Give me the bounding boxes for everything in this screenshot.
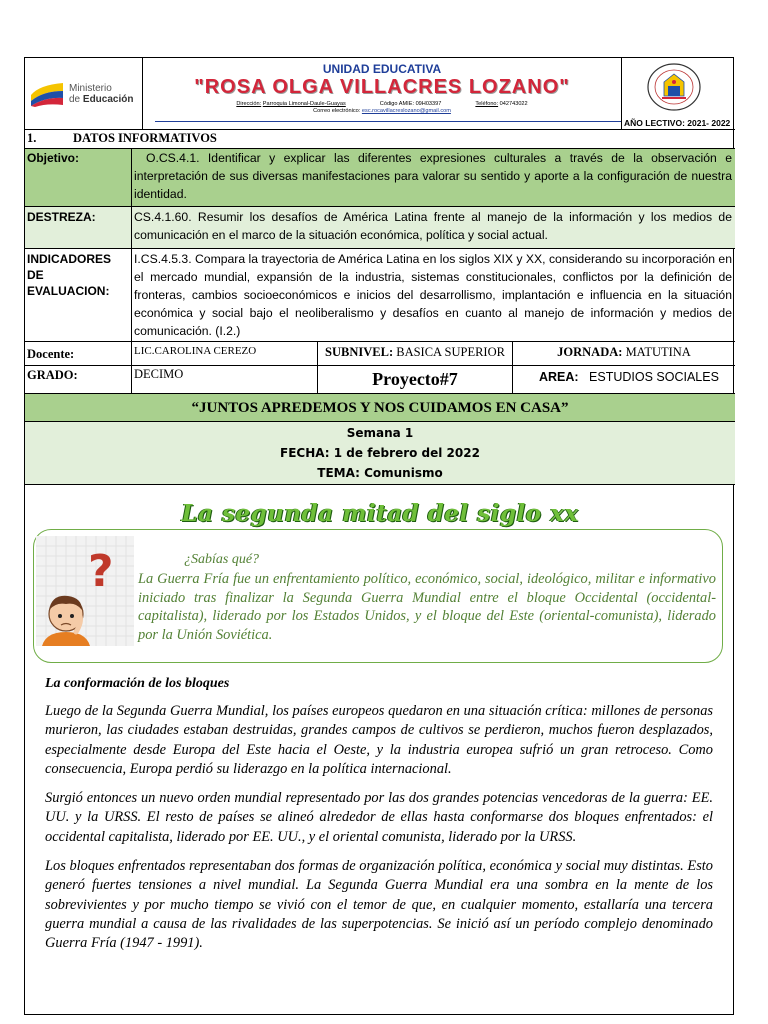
- did-you-know-title: ¿Sabías qué?: [184, 552, 260, 567]
- week-info-row: [25, 422, 735, 485]
- email-row: Correo electrónico: esc.rocavillacreslozano@gmail.com: [313, 108, 451, 114]
- paragraph-2: Surgió entonces un nuevo orden mundial representado por las dos grandes potencias vencedoras de la guerra: EE. UU. y la URSS. El resto de países se alineó alrededor de ellas hasta conformarse dos bloques enfrentados: el occidental capitalista, liderado por EE. UU., y el oriental comunista, liderado por la URSS.: [45, 790, 713, 845]
- objetivo-label: Objetivo:: [25, 149, 131, 206]
- date-label: FECHA: 1 de febrero del 2022: [280, 446, 480, 460]
- did-you-know-box: [33, 529, 723, 663]
- school-name: "ROSA OLGA VILLACRES LOZANO": [194, 76, 570, 98]
- school-seal-box: [621, 58, 735, 130]
- lesson-title: La segunda mitad del siglo xx: [181, 500, 579, 527]
- school-seal-icon: [646, 62, 702, 112]
- docente-value: LIC.CAROLINA CEREZO: [131, 342, 317, 365]
- week-info: [25, 422, 735, 483]
- week-label: Semana 1: [346, 426, 414, 440]
- school-year: AÑO LECTIVO: 2021- 2022: [624, 118, 731, 128]
- section-heading: La conformación de los bloques: [45, 676, 230, 691]
- grado-value: DECIMO: [131, 366, 317, 393]
- ministry-name: Ministerio de Educación: [69, 83, 134, 105]
- destreza-text: CS.4.1.60. Resumir los desafíos de América Latina frente al manejo de la información y los medios de comunicación en el marco de la situación económica, política y social actual.: [131, 207, 735, 248]
- project-title-row: [25, 394, 735, 422]
- docente-row: [25, 342, 735, 366]
- thinking-kid-icon: [36, 536, 134, 646]
- objetivo-text: O.CS.4.1. Identificar y explicar las diferentes expresiones culturales a través de la observación e interpretación de sus diversas manifestaciones para valorar su sentido y aporte a la configuración de nuestra identidad.: [131, 149, 735, 206]
- indicadores-label: INDICADORES DE EVALUACION:: [27, 252, 112, 298]
- destreza-row: [25, 207, 735, 249]
- school-info: [143, 58, 621, 130]
- project-title: “JUNTOS APREDEMOS Y NOS CUIDAMOS EN CASA”: [191, 400, 569, 416]
- objetivo-row: [25, 149, 735, 207]
- grado-label: GRADO:: [27, 368, 78, 382]
- jornada-cell: JORNADA: MATUTINA: [512, 342, 735, 365]
- datos-title-row: [25, 130, 735, 149]
- area-cell: AREA: ESTUDIOS SOCIALES: [512, 366, 735, 393]
- email-link[interactable]: esc.rocavillacreslozano@gmail.com: [361, 108, 451, 114]
- document-page: [24, 57, 734, 1015]
- docente-label: Docente:: [27, 347, 75, 361]
- subnivel-cell: SUBNIVEL: BASICA SUPERIOR: [317, 342, 512, 365]
- indicadores-row: [25, 249, 735, 342]
- contact-row: Dirección: Parroquia Limonal-Daule-Guayas Código AMIE: 09H03397 Teléfono: 042743022: [236, 101, 528, 107]
- header-divider: [155, 121, 621, 122]
- unidad-label: UNIDAD EDUCATIVA: [322, 62, 442, 76]
- topic-label: TEMA: Comunismo: [317, 466, 443, 480]
- grado-row: [25, 366, 735, 394]
- did-you-know-text: La Guerra Fría fue un enfrentamiento político, económico, social, ideológico, militar e informativo iniciado tras finalizar la Segunda Guerra Mundial entre el bloque Occidental (occidental-capitalista), liderado por los Estados Unidos, y el bloque del Este (oriental-comunista), liderado por la Unión Soviética.: [138, 571, 716, 643]
- ministry-logo: [25, 58, 143, 130]
- school-header: [25, 58, 735, 130]
- svg-text:?: ?: [88, 546, 114, 597]
- paragraph-1: Luego de la Segunda Guerra Mundial, los países europeos quedaron en una situación crítica: millones de personas murieron, las ciudades estaban destruidas, grandes campos de cultivos se perdieron, muchos fueron desplazados, especialmente desde Europa del Este hacia el Oeste, y la industria europea sufrió un gran retroceso. Como consecuencia, Europa perdió su liderazgo en la política internacional.: [45, 703, 713, 777]
- indicadores-text: I.CS.4.5.3. Compara la trayectoria de América Latina en los siglos XIX y XX, considerando su incorporación en el mercado mundial, expansión de la industria, sistemas constitucionales, conflictos por la definición de fronteras, cambios socioeconómicos e inicios del desarrollismo, implantación e influencia en la situación económica y social bajo el neoliberalismo y desafíos en cuanto al manejo de información y medios de comunicación. (I.2.): [131, 249, 735, 341]
- datos-title: 1. DATOS INFORMATIVOS: [27, 131, 217, 145]
- proyecto-value: Proyecto#7: [317, 366, 512, 393]
- destreza-label: DESTREZA:: [25, 207, 131, 248]
- ecuador-flag-icon: [29, 81, 65, 107]
- paragraph-3: Los bloques enfrentados representaban dos formas de organización política, económica y social muy distintas. Esto generó fuertes tensiones a nivel mundial. La Segunda Guerra Mundial era una sombra en la mente de los sobrevivientes y por mucho tiempo se vivió con el temor de que, en cualquier momento, estallaría una tercera guerra mundial a causa de las rivalidades de las superpotencias. Se inició así un período complejo denominado Guerra Fría (1947 - 1991).: [45, 858, 713, 952]
